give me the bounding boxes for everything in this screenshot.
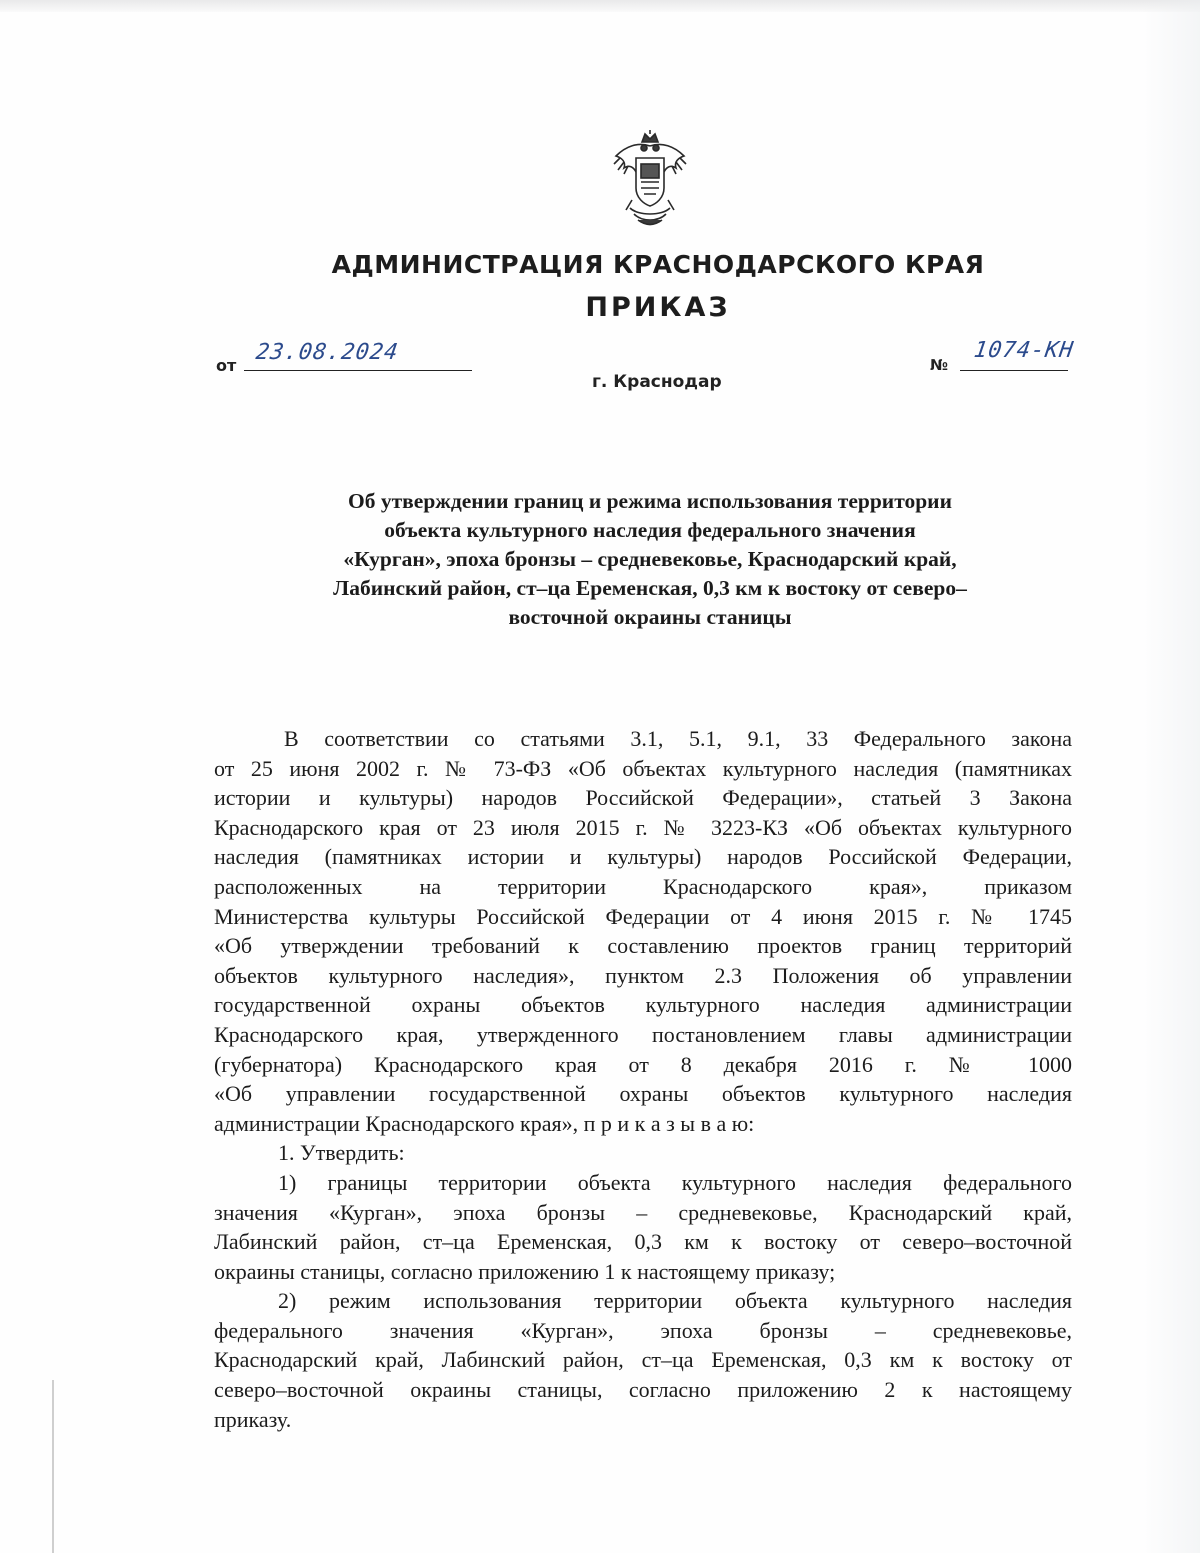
body-line: Лабинский район, ст–ца Еременская, 0,3 км к востоку от северо–восточной [214,1229,1072,1255]
body-line: наследия (памятниках истории и культуры) народов Российской Федерации, [214,844,1072,870]
number-underline [960,370,1068,371]
body-line: значения «Курган», эпоха бронзы – средневековье, Краснодарский край, [214,1199,1072,1225]
body-line: северо–восточной окраины станицы, согласно приложению 2 к настоящему [214,1377,1072,1403]
date-handwritten: 23.08.2024 [254,340,401,365]
body-line: Краснодарского края от 23 июля 2015 г. № 3223-КЗ «Об объектах культурного [214,814,1072,840]
body-line: истории и культуры) народов Российской Федерации», статьей 3 Закона [214,785,1072,811]
document-body [214,724,1072,1434]
body-line: окраины станицы, согласно приложению 1 к настоящему приказу; [214,1258,836,1284]
date-underline [244,370,472,371]
title-line: объекта культурного наследия федерального значения [384,518,916,542]
title-line: восточной окраины станицы [508,605,792,629]
body-line: «Об утверждении требований к составлению проектов границ территорий [214,933,1072,959]
body-line: Краснодарского края, утвержденного постановлением главы администрации [214,1021,1072,1047]
date-label: от [216,356,237,375]
body-line: расположенных на территории Краснодарского края», приказом [214,873,1072,899]
document-title [220,487,1080,632]
body-line: государственной охраны объектов культурного наследия администрации [214,992,1072,1018]
body-line: 2) режим использования территории объекта культурного наследия [278,1288,1072,1314]
title-line: Лабинский район, ст–ца Еременская, 0,3 км к востоку от северо– [333,576,967,600]
scan-shadow-top [0,0,1200,12]
scan-edge-mark [52,1380,54,1553]
scan-shadow-right [1142,0,1200,1553]
body-line: от 25 июня 2002 г. № 73-ФЗ «Об объектах культурного наследия (памятниках [214,755,1072,781]
city-label: г. Краснодар [592,372,722,392]
title-line: «Курган», эпоха бронзы – средневековье, Краснодарский край, [343,547,957,571]
document-type-heading: ПРИКАЗ [585,292,731,323]
body-line: федерального значения «Курган», эпоха бронзы – средневековье, [214,1317,1072,1343]
body-line: объектов культурного наследия», пунктом 2.3 Положения об управлении [214,962,1072,988]
body-line: Министерства культуры Российской Федерации от 4 июня 2015 г. № 1745 [214,903,1072,929]
body-line: администрации Краснодарского края», п р и к а з ы в а ю: [214,1110,755,1136]
body-line: Краснодарский край, Лабинский район, ст–ца Еременская, 0,3 км к востоку от [214,1347,1072,1373]
coat-of-arms-icon [608,128,692,228]
body-line: приказу. [214,1406,292,1432]
body-line: 1. Утвердить: [278,1140,405,1166]
body-line: (губернатора) Краснодарского края от 8 декабря 2016 г. № 1000 [214,1051,1072,1077]
organization-heading: АДМИНИСТРАЦИЯ КРАСНОДАРСКОГО КРАЯ [331,250,985,279]
number-handwritten: 1074-КН [972,338,1076,363]
number-label: № [930,356,949,374]
body-line: «Об управлении государственной охраны объектов культурного наследия [214,1081,1072,1107]
title-line: Об утверждении границ и режима использования территории [348,489,952,513]
body-line: 1) границы территории объекта культурного наследия федерального [278,1169,1072,1195]
body-line: В соответствии со статьями 3.1, 5.1, 9.1, 33 Федерального закона [284,726,1072,751]
